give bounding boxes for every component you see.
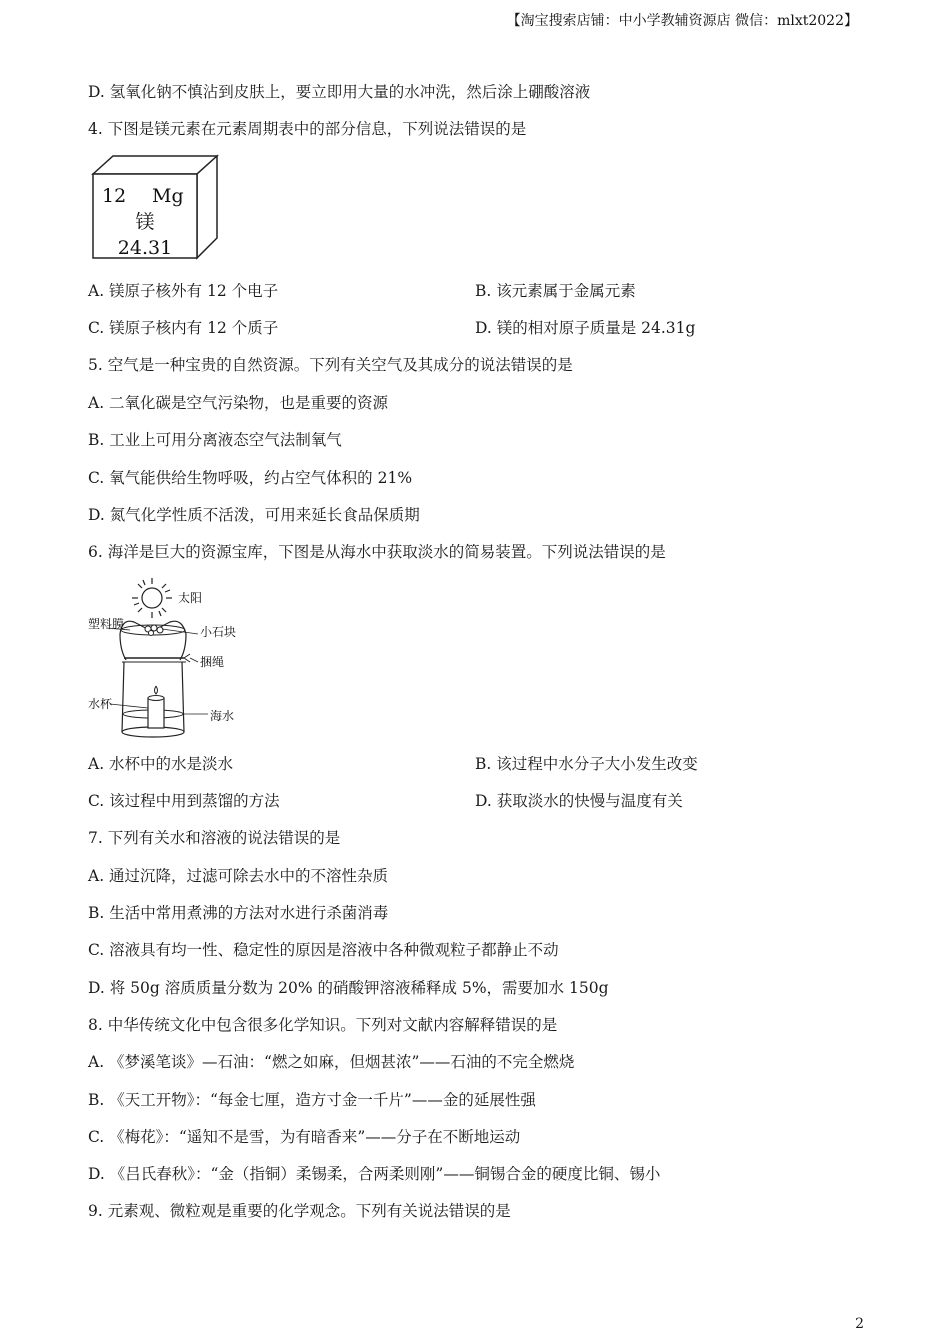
page-number: 2 bbox=[855, 1316, 864, 1332]
stone-icon bbox=[145, 625, 163, 636]
q4-option-b: B. 该元素属于金属元素 bbox=[475, 282, 636, 300]
q7-stem: 7. 下列有关水和溶液的说法错误的是 bbox=[88, 829, 341, 847]
q6-option-a: A. 水杯中的水是淡水 bbox=[88, 755, 234, 773]
q5-option-b: B. 工业上可用分离液态空气法制氧气 bbox=[88, 431, 342, 449]
label-sun: 太阳 bbox=[178, 591, 203, 605]
page-header: 【淘宝搜索店铺：中小学教辅资源店 微信：mlxt2022】 bbox=[506, 13, 858, 29]
q7-option-d: D. 将 50g 溶质质量分数为 20% 的硝酸钾溶液稀释成 5%，需要加水 150g bbox=[88, 979, 609, 997]
label-cup: 水杯 bbox=[88, 697, 113, 711]
q6-option-b: B. 该过程中水分子大小发生改变 bbox=[475, 755, 698, 773]
label-film: 塑料膜 bbox=[88, 617, 125, 631]
q4-option-d: D. 镁的相对原子质量是 24.31g bbox=[475, 319, 696, 337]
q4-option-c: C. 镁原子核内有 12 个质子 bbox=[88, 319, 279, 337]
q5-stem: 5. 空气是一种宝贵的自然资源。下列有关空气及其成分的说法错误的是 bbox=[88, 356, 573, 374]
label-stone: 小石块 bbox=[200, 625, 237, 639]
q5-option-c: C. 氧气能供给生物呼吸，约占空气体积的 21% bbox=[88, 469, 413, 487]
element-number: 12 bbox=[102, 185, 127, 207]
q3-option-d: D. 氢氧化钠不慎沾到皮肤上，要立即用大量的水冲洗，然后涂上硼酸溶液 bbox=[88, 83, 591, 101]
q6-stem: 6. 海洋是巨大的资源宝库，下图是从海水中获取淡水的简易装置。下列说法错误的是 bbox=[88, 543, 666, 561]
q7-option-b: B. 生活中常用煮沸的方法对水进行杀菌消毒 bbox=[88, 904, 389, 922]
q7-option-a: A. 通过沉降，过滤可除去水中的不溶性杂质 bbox=[88, 867, 389, 885]
q4-option-a: A. 镁原子核外有 12 个电子 bbox=[88, 282, 279, 300]
q6-option-c: C. 该过程中用到蒸馏的方法 bbox=[88, 792, 280, 810]
q5-option-a: A. 二氧化碳是空气污染物，也是重要的资源 bbox=[88, 394, 389, 412]
q8-option-b: B. 《天工开物》：“每金七厘，造方寸金一千片”——金的延展性强 bbox=[88, 1091, 536, 1109]
magnesium-element-cell bbox=[90, 154, 220, 262]
q6-option-d: D. 获取淡水的快慢与温度有关 bbox=[475, 792, 683, 810]
q4-stem: 4. 下图是镁元素在元素周期表中的部分信息，下列说法错误的是 bbox=[88, 120, 527, 138]
element-mass: 24.31 bbox=[117, 237, 173, 259]
q8-stem: 8. 中华传统文化中包含很多化学知识。下列对文献内容解释错误的是 bbox=[88, 1016, 558, 1034]
label-rope: 捆绳 bbox=[200, 655, 225, 669]
q8-option-d: D. 《吕氏春秋》：“金（指铜）柔锡柔，合两柔则刚”——铜锡合金的硬度比铜、锡小 bbox=[88, 1165, 661, 1183]
sun-icon bbox=[132, 578, 172, 618]
q5-option-d: D. 氮气化学性质不活泼，可用来延长食品保质期 bbox=[88, 506, 420, 524]
element-name: 镁 bbox=[135, 211, 155, 233]
desalination-apparatus bbox=[86, 574, 256, 744]
q8-option-a: A. 《梦溪笔谈》—石油：“燃之如麻，但烟甚浓”——石油的不完全燃烧 bbox=[88, 1053, 575, 1071]
q8-option-c: C. 《梅花》：“遥知不是雪，为有暗香来”——分子在不断地运动 bbox=[88, 1128, 521, 1146]
q7-option-c: C. 溶液具有均一性、稳定性的原因是溶液中各种微观粒子都静止不动 bbox=[88, 941, 559, 959]
label-seawater: 海水 bbox=[210, 709, 235, 723]
q9-stem: 9. 元素观、微粒观是重要的化学观念。下列有关说法错误的是 bbox=[88, 1202, 511, 1220]
element-symbol: Mg bbox=[152, 185, 184, 207]
